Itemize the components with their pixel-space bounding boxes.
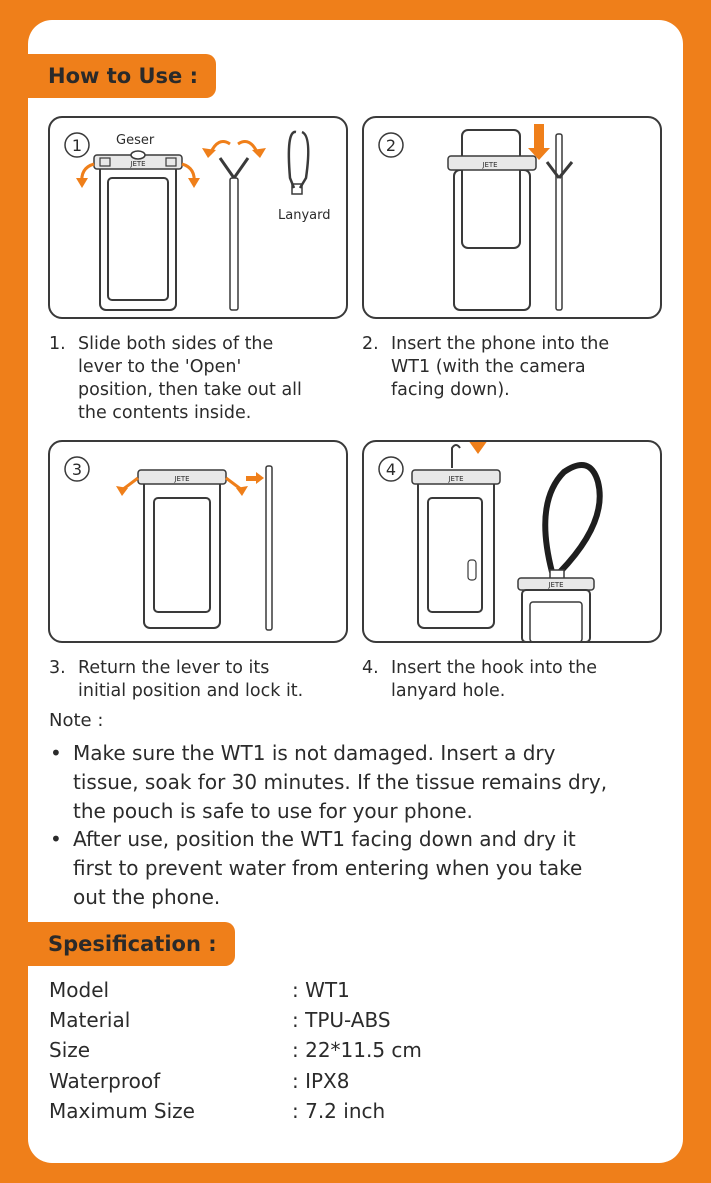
spec-row-material bbox=[49, 1005, 649, 1035]
pouch-side-view bbox=[230, 178, 238, 310]
geser-label: Geser bbox=[116, 133, 155, 148]
step-2-number: 2 bbox=[385, 136, 397, 155]
pouch-outline bbox=[144, 478, 220, 628]
note-item bbox=[50, 739, 660, 827]
spec-key: Size bbox=[49, 1038, 91, 1062]
caption-line: lanyard hole. bbox=[391, 681, 506, 701]
pouch-side-view bbox=[556, 134, 562, 310]
note-item bbox=[50, 825, 660, 913]
brand-label: JETE bbox=[548, 581, 564, 589]
spec-value: : WT1 bbox=[292, 978, 350, 1002]
bullet: • bbox=[50, 741, 62, 765]
spec-value: : 7.2 inch bbox=[292, 1099, 386, 1123]
phone-outline bbox=[462, 130, 520, 248]
step-1-illustration bbox=[48, 116, 348, 319]
pouch-side-view bbox=[266, 466, 272, 630]
lever-knob bbox=[131, 151, 145, 159]
spec-key: Maximum Size bbox=[49, 1099, 195, 1123]
note-line: first to prevent water from entering when you take bbox=[73, 856, 583, 880]
spec-row-waterproof bbox=[49, 1066, 649, 1096]
hanging-pouch bbox=[522, 590, 590, 642]
step-4-illustration bbox=[362, 440, 662, 643]
brand-label: JETE bbox=[482, 161, 498, 169]
step-3-number: 3 bbox=[71, 460, 83, 479]
spec-key: Model bbox=[49, 978, 110, 1002]
spec-row-maximum-size bbox=[49, 1096, 649, 1126]
step-2-caption bbox=[362, 333, 662, 403]
step-3-caption bbox=[49, 657, 349, 705]
insert-arrow bbox=[468, 442, 488, 454]
spec-row-model bbox=[49, 975, 649, 1005]
spec-key: Material bbox=[49, 1008, 131, 1032]
caption-line: initial position and lock it. bbox=[78, 681, 304, 701]
insert-arrow bbox=[534, 124, 544, 150]
caption-line: WT1 (with the camera bbox=[391, 357, 586, 377]
note-line: tissue, soak for 30 minutes. If the tissue remains dry, bbox=[73, 770, 608, 794]
note-line: Make sure the WT1 is not damaged. Insert a dry bbox=[73, 741, 556, 765]
caption-line: facing down). bbox=[391, 380, 510, 400]
specification-heading: Spesification : bbox=[28, 922, 235, 966]
step-3-caption-number: 3. bbox=[49, 658, 66, 678]
how-to-use-heading: How to Use : bbox=[28, 54, 216, 98]
spec-key: Waterproof bbox=[49, 1069, 161, 1093]
lanyard-label: Lanyard bbox=[278, 208, 331, 223]
step-1-caption bbox=[49, 333, 349, 425]
pouch-outline bbox=[100, 160, 176, 310]
caption-line: lever to the 'Open' bbox=[78, 357, 242, 377]
caption-line: Slide both sides of the bbox=[78, 334, 274, 354]
step-1-caption-number: 1. bbox=[49, 334, 66, 354]
hook-icon bbox=[452, 445, 460, 468]
caption-line: Return the lever to its bbox=[78, 658, 270, 678]
caption-line: the contents inside. bbox=[78, 403, 252, 423]
brand-label: JETE bbox=[448, 475, 464, 483]
step-2-illustration bbox=[362, 116, 662, 319]
note-line: out the phone. bbox=[73, 885, 221, 909]
step-4-caption bbox=[362, 657, 662, 705]
spec-value: : IPX8 bbox=[292, 1069, 350, 1093]
step-2-caption-number: 2. bbox=[362, 334, 379, 354]
spec-value: : 22*11.5 cm bbox=[292, 1038, 422, 1062]
lanyard-icon bbox=[545, 465, 599, 572]
step-4-number: 4 bbox=[385, 460, 397, 479]
step-3-illustration bbox=[48, 440, 348, 643]
brand-label: JETE bbox=[174, 475, 190, 483]
caption-line: Insert the hook into the bbox=[391, 658, 598, 678]
note-line: After use, position the WT1 facing down and dry it bbox=[73, 827, 576, 851]
note-title: Note : bbox=[49, 710, 104, 731]
caption-line: Insert the phone into the bbox=[391, 334, 610, 354]
step-1-number: 1 bbox=[71, 136, 83, 155]
caption-line: position, then take out all bbox=[78, 380, 302, 400]
spec-row-size bbox=[49, 1035, 649, 1065]
bullet: • bbox=[50, 827, 62, 851]
note-line: the pouch is safe to use for your phone. bbox=[73, 799, 473, 823]
brand-label: JETE bbox=[130, 160, 146, 168]
lanyard-icon bbox=[289, 132, 308, 188]
step-4-caption-number: 4. bbox=[362, 658, 379, 678]
spec-value: : TPU-ABS bbox=[292, 1008, 391, 1032]
